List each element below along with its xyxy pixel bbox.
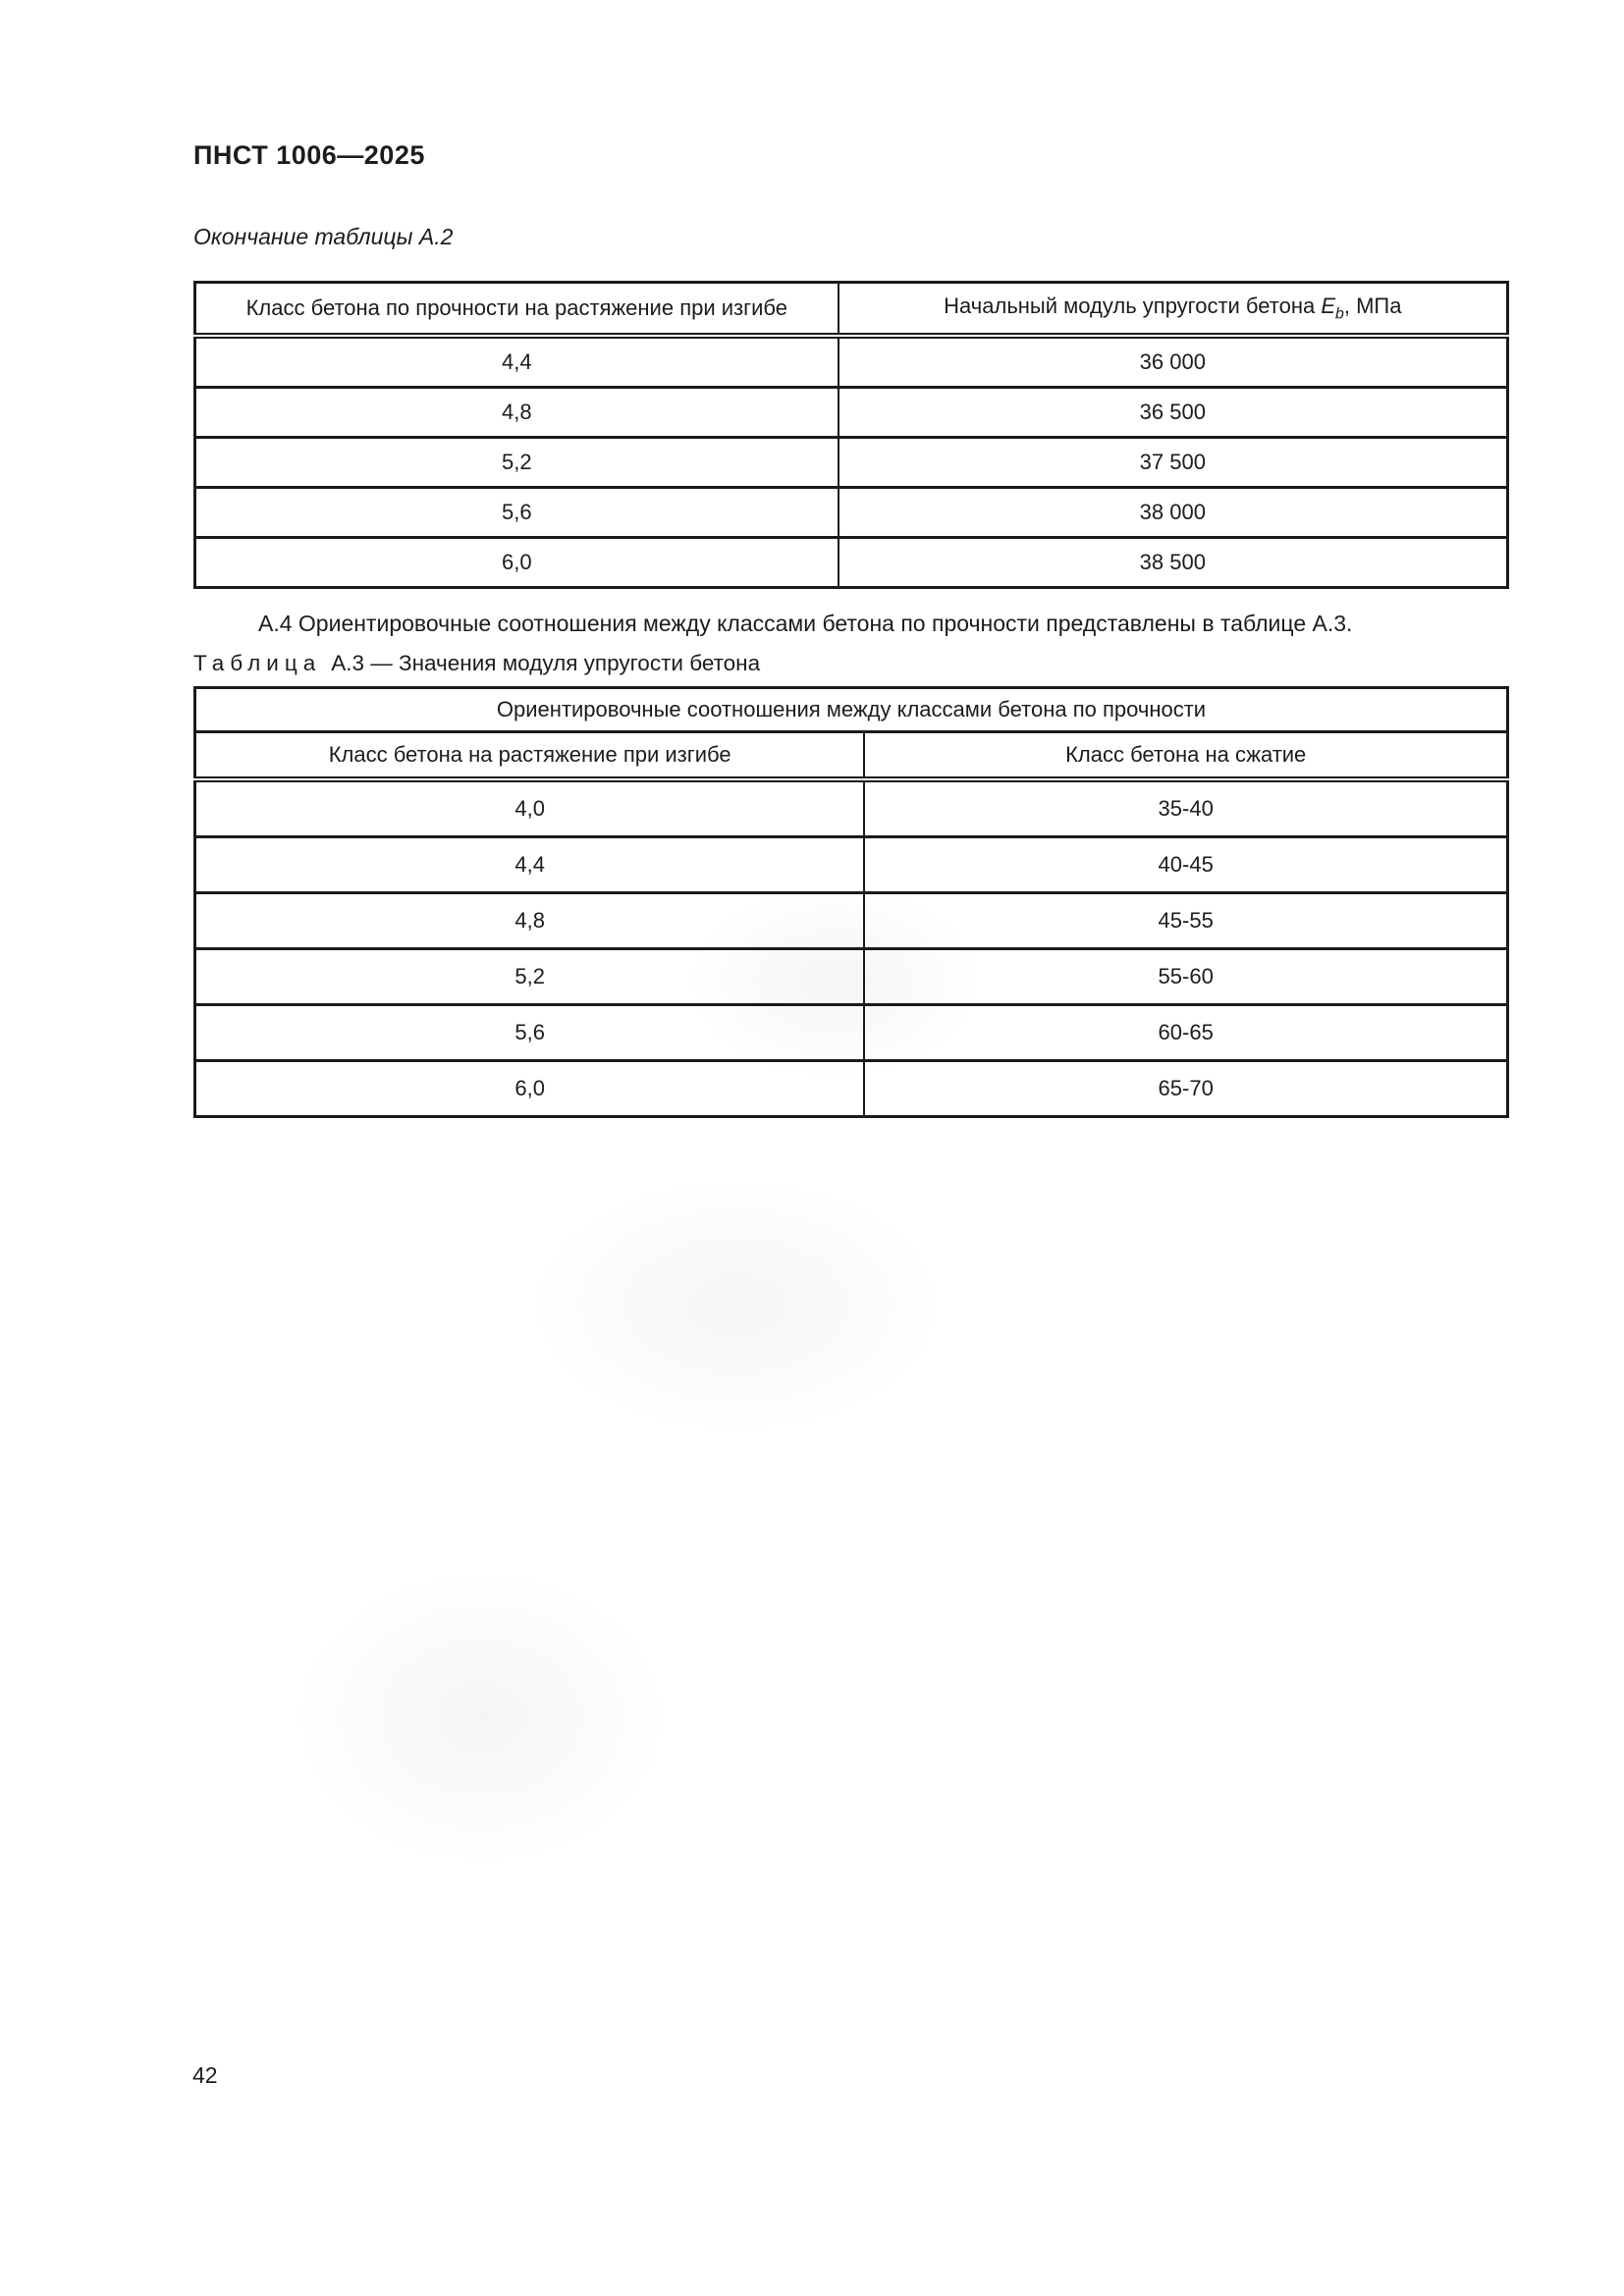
table-row — [195, 779, 1508, 837]
modulus-cell: 36 500 — [839, 388, 1508, 438]
tension-class-cell: 4,8 — [195, 893, 865, 949]
modulus-cell: 36 000 — [839, 336, 1508, 388]
modulus-symbol-E: E — [1321, 293, 1336, 318]
modulus-cell: 38 500 — [839, 538, 1508, 588]
paragraph-a4: А.4 Ориентировочные соотношения между классами бетона по прочности представлены в таблице А.3. — [258, 611, 1353, 636]
table-a2-header-modulus — [839, 283, 1508, 337]
compression-class-cell: 40-45 — [864, 837, 1507, 893]
table-row — [195, 837, 1508, 893]
table-row — [195, 893, 1508, 949]
compression-class-cell: 55-60 — [864, 949, 1507, 1005]
compression-class-cell: 35-40 — [864, 779, 1507, 837]
table-a3-header-tension: Класс бетона на растяжение при изгибе — [195, 732, 865, 780]
strength-class-cell: 5,2 — [195, 438, 839, 488]
table-a3-header-compression: Класс бетона на сжатие — [864, 732, 1507, 780]
table-row — [195, 388, 1508, 438]
table-row — [195, 538, 1508, 588]
compression-class-cell: 65-70 — [864, 1061, 1507, 1117]
tension-class-cell: 5,2 — [195, 949, 865, 1005]
table-row — [195, 438, 1508, 488]
table-a2-continuation — [193, 281, 1509, 589]
table-a3 — [193, 686, 1509, 1118]
table-row — [195, 1005, 1508, 1061]
tension-class-cell: 4,4 — [195, 837, 865, 893]
tension-class-cell: 4,0 — [195, 779, 865, 837]
modulus-subscript-b: b — [1335, 305, 1344, 323]
table-a3-caption-title: А.3 — Значения модуля упругости бетона — [331, 651, 761, 675]
tension-class-cell: 5,6 — [195, 1005, 865, 1061]
modulus-header-text: Начальный модуль упругости бетона — [944, 293, 1322, 318]
table-a2-header-strength-class: Класс бетона по прочности на растяжение при изгибе — [195, 283, 839, 337]
tension-class-cell: 6,0 — [195, 1061, 865, 1117]
modulus-header-unit: , МПа — [1343, 293, 1402, 318]
table-a3-caption — [193, 651, 760, 676]
strength-class-cell: 4,8 — [195, 388, 839, 438]
compression-class-cell: 45-55 — [864, 893, 1507, 949]
table-row — [195, 336, 1508, 388]
table-a3-subheader-row — [195, 732, 1508, 780]
strength-class-cell: 4,4 — [195, 336, 839, 388]
table-a3-spanning-header-row — [195, 688, 1508, 732]
table-row — [195, 1061, 1508, 1117]
table-row — [195, 949, 1508, 1005]
table-a2-header-row — [195, 283, 1508, 337]
table-a3-spanning-header: Ориентировочные соотношения между классами бетона по прочности — [195, 688, 1508, 732]
scan-artifact — [295, 1571, 668, 1865]
table-a2-continuation-caption: Окончание таблицы А.2 — [193, 224, 454, 249]
document-code-header: ПНСТ 1006—2025 — [193, 140, 425, 170]
strength-class-cell: 5,6 — [195, 488, 839, 538]
modulus-cell: 38 000 — [839, 488, 1508, 538]
scan-artifact — [530, 1178, 943, 1433]
table-a3-caption-word: Таблица — [193, 651, 322, 675]
page-number: 42 — [192, 2062, 218, 2088]
strength-class-cell: 6,0 — [195, 538, 839, 588]
compression-class-cell: 60-65 — [864, 1005, 1507, 1061]
modulus-cell: 37 500 — [839, 438, 1508, 488]
table-row — [195, 488, 1508, 538]
